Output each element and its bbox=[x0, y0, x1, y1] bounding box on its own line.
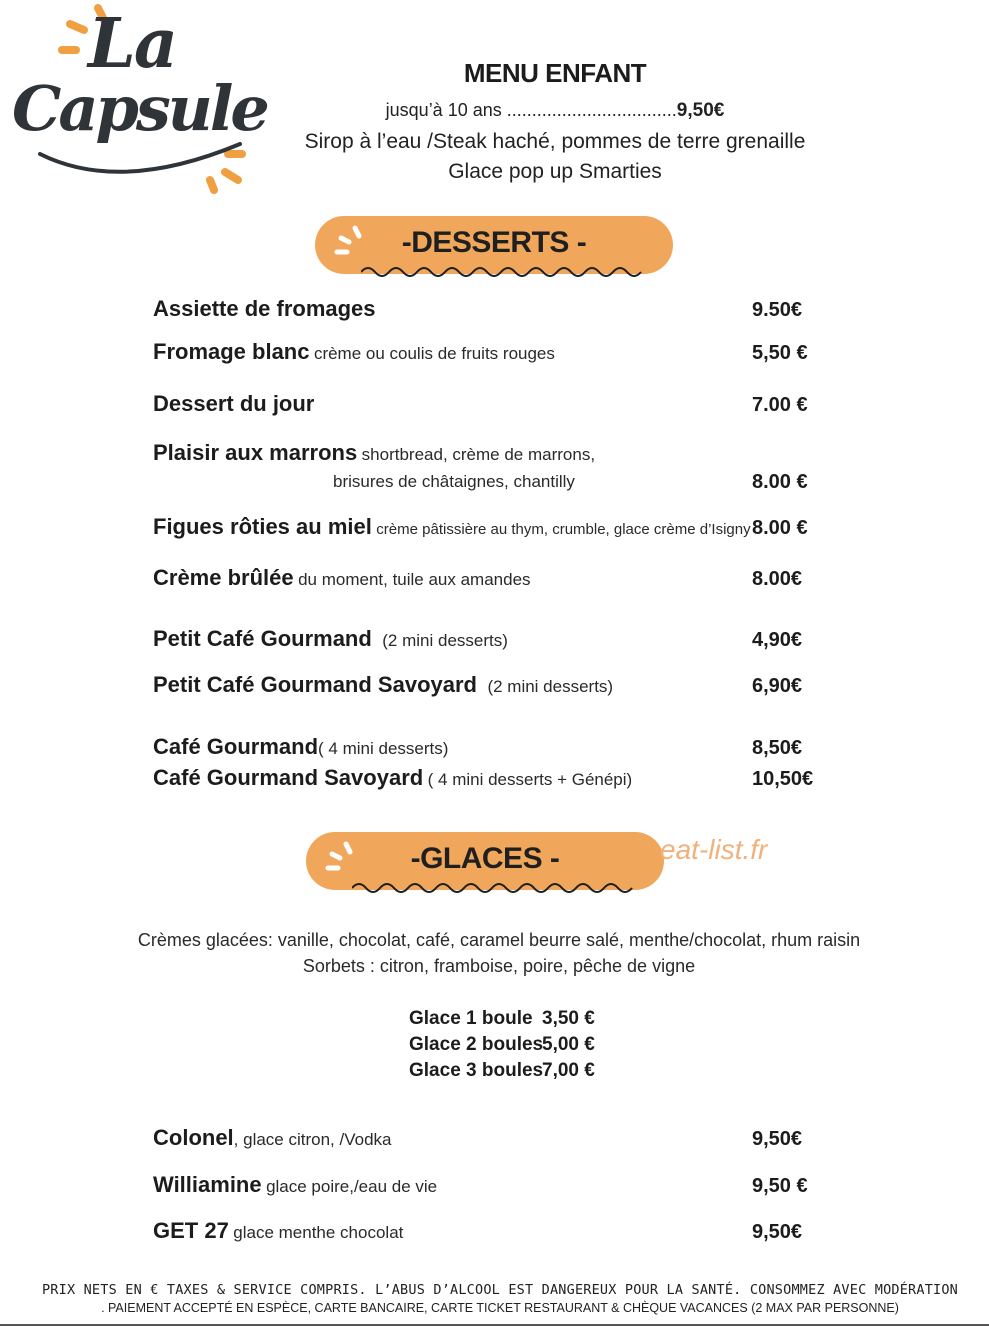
bottom-divider bbox=[0, 1324, 989, 1326]
kids-menu-title: MENU ENFANT bbox=[463, 58, 647, 88]
footer-payment: . PAIEMENT ACCEPTÉ EN ESPÈCE, CARTE BANCAIRE, CARTE TICKET RESTAURANT & CHÈQUE VACANCES (2 MAX PAR PERSONNE) bbox=[101, 1301, 899, 1315]
glaces-banner bbox=[306, 832, 664, 890]
cremes-glacees: Crèmes glacées: vanille, chocolat, café, caramel beurre salé, menthe/chocolat, rhum raisin bbox=[137, 930, 861, 950]
dessert-item-7: Petit Café Gourmand (2 mini desserts) bbox=[153, 626, 508, 651]
dessert-price-3: 7.00 € bbox=[752, 394, 808, 416]
kids-menu-price: 9,50€ bbox=[676, 100, 725, 121]
glace-item-1: Colonel, glace citron, /Vodka bbox=[153, 1125, 392, 1150]
dessert-item-3: Dessert du jour bbox=[153, 391, 315, 416]
dessert-price-9: 8,50€ bbox=[752, 737, 803, 759]
glace-price-2: 9,50 € bbox=[752, 1175, 808, 1197]
scoop-3-price: 7,00 € bbox=[542, 1060, 595, 1081]
wavy-underline bbox=[361, 264, 651, 280]
glace-price-3: 9,50€ bbox=[752, 1221, 803, 1243]
wavy-underline bbox=[352, 880, 642, 896]
dessert-item-9: Café Gourmand( 4 mini desserts) bbox=[153, 734, 449, 759]
footer-legal: PRIX NETS EN € TAXES & SERVICE COMPRIS. L’ABUS D’ALCOOL EST DANGEREUX POUR LA SANTÉ. CONSOMMEZ AVEC MODÉRATION bbox=[41, 1282, 959, 1298]
dessert-item-5: Figues rôties au miel crème pâtissière au thym, crumble, glace crème d’Isigny bbox=[153, 514, 751, 539]
scoop-1-name: Glace 1 boule bbox=[409, 1008, 533, 1029]
sorbets: Sorbets : citron, framboise, poire, pêche de vigne bbox=[302, 956, 696, 976]
scoop-1-price: 3,50 € bbox=[542, 1008, 595, 1029]
scoop-2-name: Glace 2 boules bbox=[409, 1034, 544, 1055]
kids-menu-line-3: Glace pop up Smarties bbox=[448, 160, 662, 183]
kids-menu-age-line: jusqu’à 10 ans ..................................9,50€ bbox=[385, 100, 725, 121]
dessert-item-8: Petit Café Gourmand Savoyard (2 mini desserts) bbox=[153, 672, 614, 697]
kids-menu-line-2: Sirop à l’eau /Steak haché, pommes de terre grenaille bbox=[304, 130, 806, 153]
glace-item-3: GET 27 glace menthe chocolat bbox=[153, 1218, 404, 1243]
scoop-3-name: Glace 3 boules bbox=[409, 1060, 544, 1081]
dessert-item-4-desc-2: brisures de châtaignes, chantilly bbox=[333, 472, 575, 491]
glace-price-1: 9,50€ bbox=[752, 1128, 803, 1150]
dessert-item-4: Plaisir aux marrons shortbread, crème de marrons, bbox=[153, 440, 596, 465]
dessert-price-8: 6,90€ bbox=[752, 675, 803, 697]
dessert-price-10: 10,50€ bbox=[752, 768, 814, 790]
glaces-title: -GLACES - bbox=[410, 842, 560, 875]
desserts-banner bbox=[315, 216, 673, 274]
scoop-2-price: 5,00 € bbox=[542, 1034, 595, 1055]
desserts-title: -DESSERTS - bbox=[401, 226, 587, 259]
dessert-price-5: 8.00 € bbox=[752, 517, 808, 539]
dessert-price-4: 8.00 € bbox=[752, 471, 808, 493]
dessert-price-2: 5,50 € bbox=[752, 342, 808, 364]
dessert-item-6: Crème brûlée du moment, tuile aux amandes bbox=[153, 565, 531, 590]
dessert-price-6: 8.00€ bbox=[752, 568, 803, 590]
watermark: eat-list.fr bbox=[660, 834, 768, 865]
dessert-item-2: Fromage blanc crème ou coulis de fruits rouges bbox=[153, 339, 555, 364]
dessert-price-7: 4,90€ bbox=[752, 629, 803, 651]
dessert-price-1: 9.50€ bbox=[752, 299, 803, 321]
logo-la: La bbox=[88, 4, 176, 84]
glace-item-2: Williamine glace poire,/eau de vie bbox=[153, 1172, 438, 1197]
dessert-item-1: Assiette de fromages bbox=[153, 296, 376, 321]
dessert-item-10: Café Gourmand Savoyard ( 4 mini desserts + Génépi) bbox=[153, 765, 633, 790]
logo-capsule: Capsule bbox=[12, 72, 267, 145]
